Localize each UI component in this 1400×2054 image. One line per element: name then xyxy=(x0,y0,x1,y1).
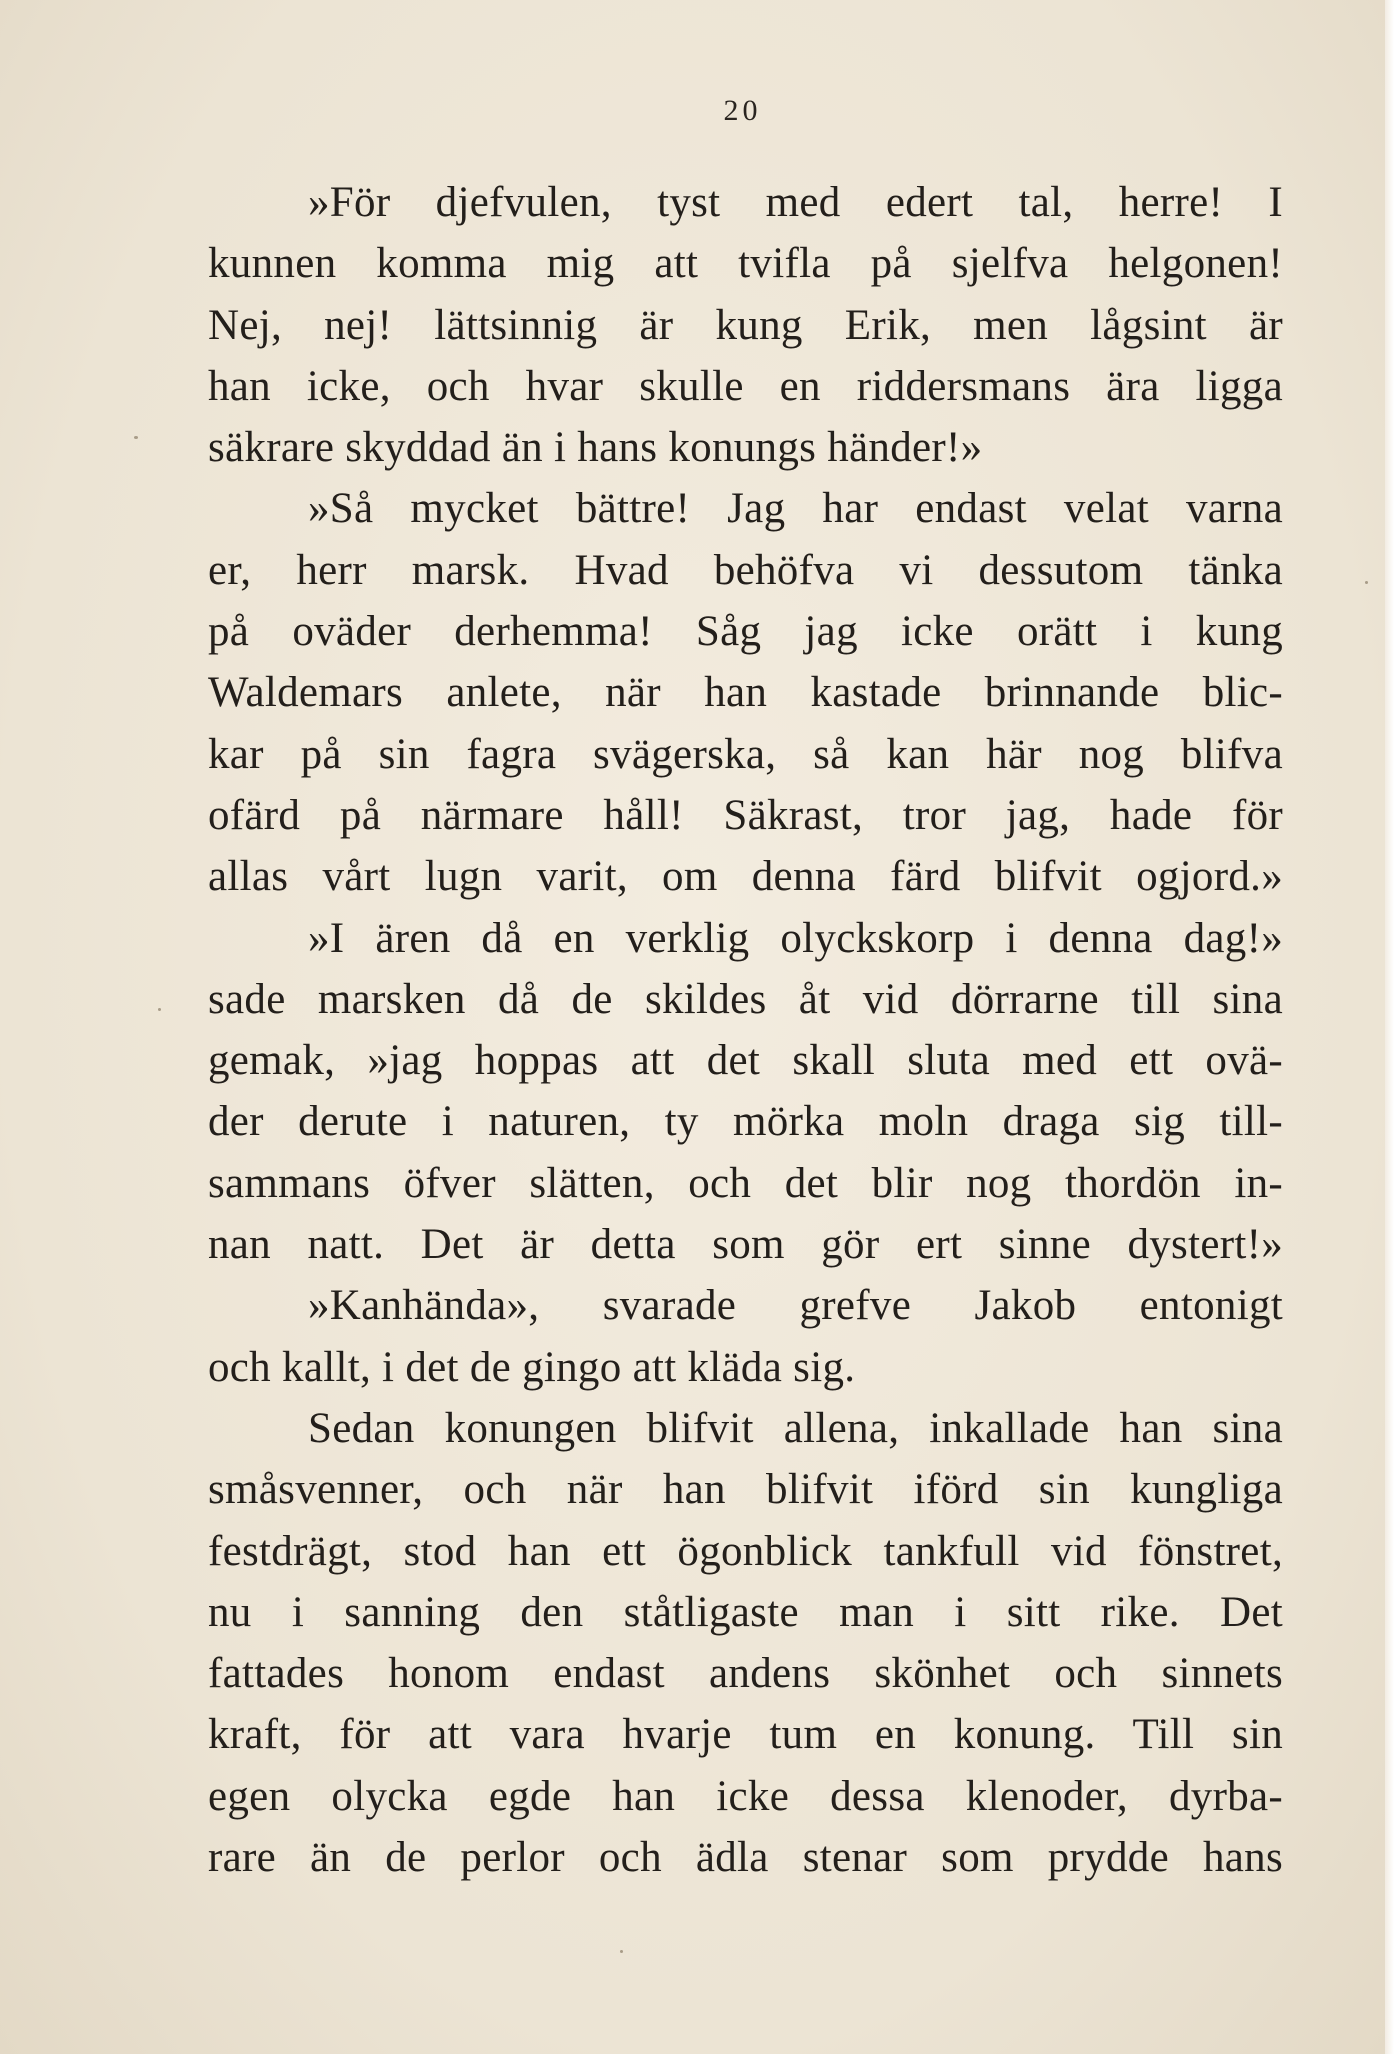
paper-speck xyxy=(1365,581,1368,584)
text-line: »I ären då en verklig olyckskorp i denna dag!» xyxy=(308,914,1283,962)
text-line: kunnen komma mig att tvifla på sjelfva helgonen! xyxy=(208,240,1283,288)
text-line: egen olycka egde han icke dessa klenoder, dyrba- xyxy=(208,1772,1283,1820)
text-line: fattades honom endast andens skönhet och sinnets xyxy=(208,1650,1283,1698)
text-line: der derute i naturen, ty mörka moln draga sig till- xyxy=(208,1098,1283,1146)
text-line: Waldemars anlete, när han kastade brinnande blic- xyxy=(208,669,1283,717)
body-text xyxy=(208,172,1283,1888)
text-line: allas vårt lugn varit, om denna färd blifvit ogjord.» xyxy=(208,853,1283,901)
text-line: nan natt. Det är detta som gör ert sinne dystert!» xyxy=(208,1221,1283,1269)
text-line: småsvenner, och när han blifvit iförd sin kungliga xyxy=(208,1466,1283,1514)
text-line: er, herr marsk. Hvad behöfva vi dessutom tänka xyxy=(208,546,1283,594)
page-number: 20 xyxy=(723,94,762,127)
text-line: »Kanhända», svarade grefve Jakob entonigt xyxy=(308,1282,1283,1330)
paper-speck xyxy=(158,1008,161,1011)
text-line: kraft, för att vara hvarje tum en konung. Till sin xyxy=(208,1711,1283,1759)
text-line: och kallt, i det de gingo att kläda sig. xyxy=(208,1343,856,1391)
text-line: »Så mycket bättre! Jag har endast velat varna xyxy=(308,485,1283,533)
text-line: sade marsken då de skildes åt vid dörrarne till sina xyxy=(208,975,1283,1023)
text-line: nu i sanning den ståtligaste man i sitt rike. Det xyxy=(208,1588,1283,1636)
text-line: gemak, »jag hoppas att det skall sluta med ett ovä- xyxy=(208,1037,1283,1085)
text-line: kar på sin fagra svägerska, så kan här nog blifva xyxy=(208,730,1283,778)
text-line: festdrägt, stod han ett ögonblick tankfull vid fönstret, xyxy=(208,1527,1283,1575)
text-line: Nej, nej! lättsinnig är kung Erik, men lågsint är xyxy=(208,301,1283,349)
text-line: Sedan konungen blifvit allena, inkallade han sina xyxy=(308,1404,1283,1452)
text-line: rare än de perlor och ädla stenar som prydde hans xyxy=(208,1834,1283,1882)
text-line: säkrare skyddad än i hans konungs händer!» xyxy=(208,424,983,472)
text-line: »För djefvulen, tyst med edert tal, herre! I xyxy=(308,179,1283,226)
page-edge xyxy=(1385,0,1400,2054)
text-line: på oväder derhemma! Såg jag icke orätt i kung xyxy=(208,608,1283,656)
text-line: sammans öfver slätten, och det blir nog thordön in- xyxy=(208,1159,1283,1207)
paper-speck xyxy=(134,436,138,439)
text-line: han icke, och hvar skulle en riddersmans ära ligga xyxy=(208,362,1283,410)
text-line: ofärd på närmare håll! Säkrast, tror jag, hade för xyxy=(208,791,1283,839)
paper-speck xyxy=(620,1950,623,1953)
